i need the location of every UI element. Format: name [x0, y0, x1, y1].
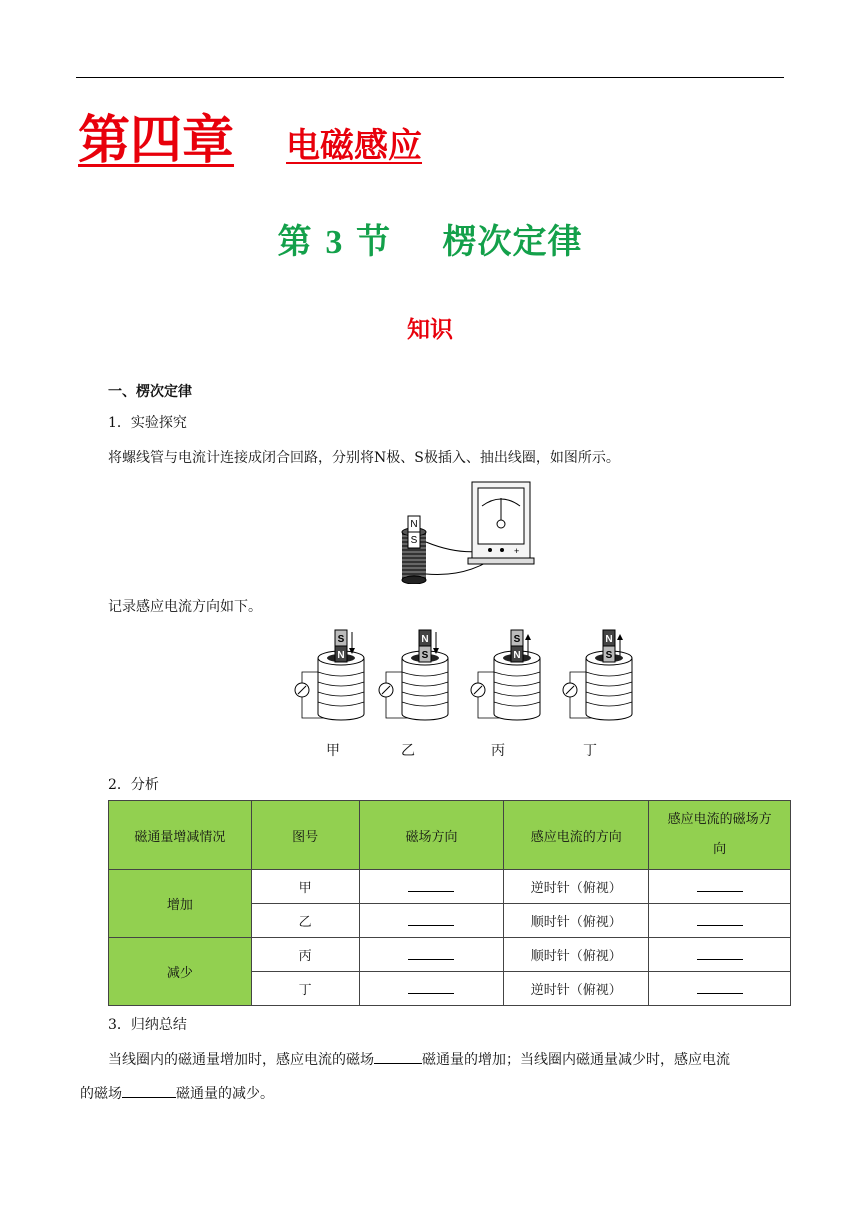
summary-text: 磁通量的减少。: [176, 1086, 274, 1102]
row-current: 逆时针（俯视）: [504, 972, 649, 1006]
row-current: 逆时针（俯视）: [504, 870, 649, 904]
experiment-setup-figure: [390, 478, 540, 584]
svg-text:N: N: [421, 634, 429, 645]
analysis-table: [108, 800, 791, 1006]
table-row: [109, 938, 791, 972]
figure-label-ding: 丁: [583, 743, 597, 759]
item1-text: 将螺线管与电流计连接成闭合回路，分别将N极、S极插入、抽出线圈，如图所示。: [108, 450, 620, 466]
svg-text:N: N: [337, 650, 345, 661]
item2-label: 2．分析: [108, 777, 159, 793]
summary-text: 磁通量的增加；当线圈内磁通量减少时，感应电流: [422, 1052, 730, 1068]
summary-line-1: [108, 1049, 730, 1070]
galvanometer-icon: [468, 482, 534, 564]
header-rule: [76, 77, 784, 78]
header-flux-change: 磁通量增减情况: [109, 801, 252, 870]
group-increase: 增加: [109, 870, 252, 938]
knowledge-heading: 知识: [407, 316, 453, 343]
summary-text: 当线圈内的磁通量增加时，感应电流的磁场: [108, 1052, 374, 1068]
answer-blank[interactable]: [649, 870, 791, 904]
svg-text:S: S: [410, 535, 418, 546]
summary-line-2: [80, 1083, 274, 1104]
item3-label: 3．归纳总结: [108, 1017, 187, 1033]
answer-blank[interactable]: [359, 870, 504, 904]
row-figure: 甲: [251, 870, 359, 904]
item1-label: 1．实验探究: [108, 415, 187, 431]
section-name: 楞次定律: [442, 222, 583, 262]
group-decrease: 减少: [109, 938, 252, 1006]
figure-label-bing: 丙: [491, 743, 505, 759]
answer-blank[interactable]: [374, 1049, 422, 1064]
svg-text:N: N: [605, 634, 613, 645]
answer-blank[interactable]: [649, 938, 791, 972]
svg-text:S: S: [513, 634, 521, 645]
answer-blank[interactable]: [359, 904, 504, 938]
figure-label-yi: 乙: [401, 743, 415, 759]
svg-text:N: N: [513, 650, 521, 661]
answer-blank[interactable]: [122, 1083, 176, 1098]
answer-blank[interactable]: [359, 972, 504, 1006]
svg-text:+: +: [514, 546, 520, 556]
svg-text:S: S: [421, 650, 429, 661]
header-induced-field-direction: [649, 801, 791, 870]
row-figure: 丙: [251, 938, 359, 972]
section-prefix: 第: [277, 222, 313, 262]
row-figure: 丁: [251, 972, 359, 1006]
case-bing-icon: [471, 630, 540, 720]
chapter-number: 第四章: [78, 110, 235, 171]
svg-text:S: S: [605, 650, 613, 661]
header-field-direction: 磁场方向: [359, 801, 504, 870]
record-text: 记录感应电流方向如下。: [108, 599, 262, 615]
section-suffix: 节: [356, 222, 392, 262]
answer-blank[interactable]: [649, 904, 791, 938]
svg-text:S: S: [337, 634, 345, 645]
answer-blank[interactable]: [359, 938, 504, 972]
header-figure: 图号: [251, 801, 359, 870]
chapter-heading: [78, 112, 422, 169]
case-ding-icon: [563, 630, 632, 720]
svg-text:N: N: [410, 519, 418, 530]
summary-text: 的磁场: [80, 1086, 122, 1102]
header-induced-field-line1: 感应电流的磁场方: [667, 812, 772, 827]
header-induced-field-line2: 向: [713, 842, 727, 857]
answer-blank[interactable]: [649, 972, 791, 1006]
section-title: [0, 214, 860, 263]
row-current: 顺时针（俯视）: [504, 938, 649, 972]
four-cases-figure: [288, 628, 648, 726]
case-yi-icon: [379, 630, 448, 720]
case-jia-icon: [295, 630, 364, 720]
row-figure: 乙: [251, 904, 359, 938]
table-row: [109, 870, 791, 904]
figure-label-jia: 甲: [326, 743, 340, 759]
row-current: 顺时针（俯视）: [504, 904, 649, 938]
header-current-direction: 感应电流的方向: [504, 801, 649, 870]
section-number: 3: [325, 224, 344, 261]
bar-magnet-icon: [408, 516, 420, 548]
chapter-name: 电磁感应: [286, 125, 423, 166]
part-heading: 一、楞次定律: [108, 384, 192, 400]
